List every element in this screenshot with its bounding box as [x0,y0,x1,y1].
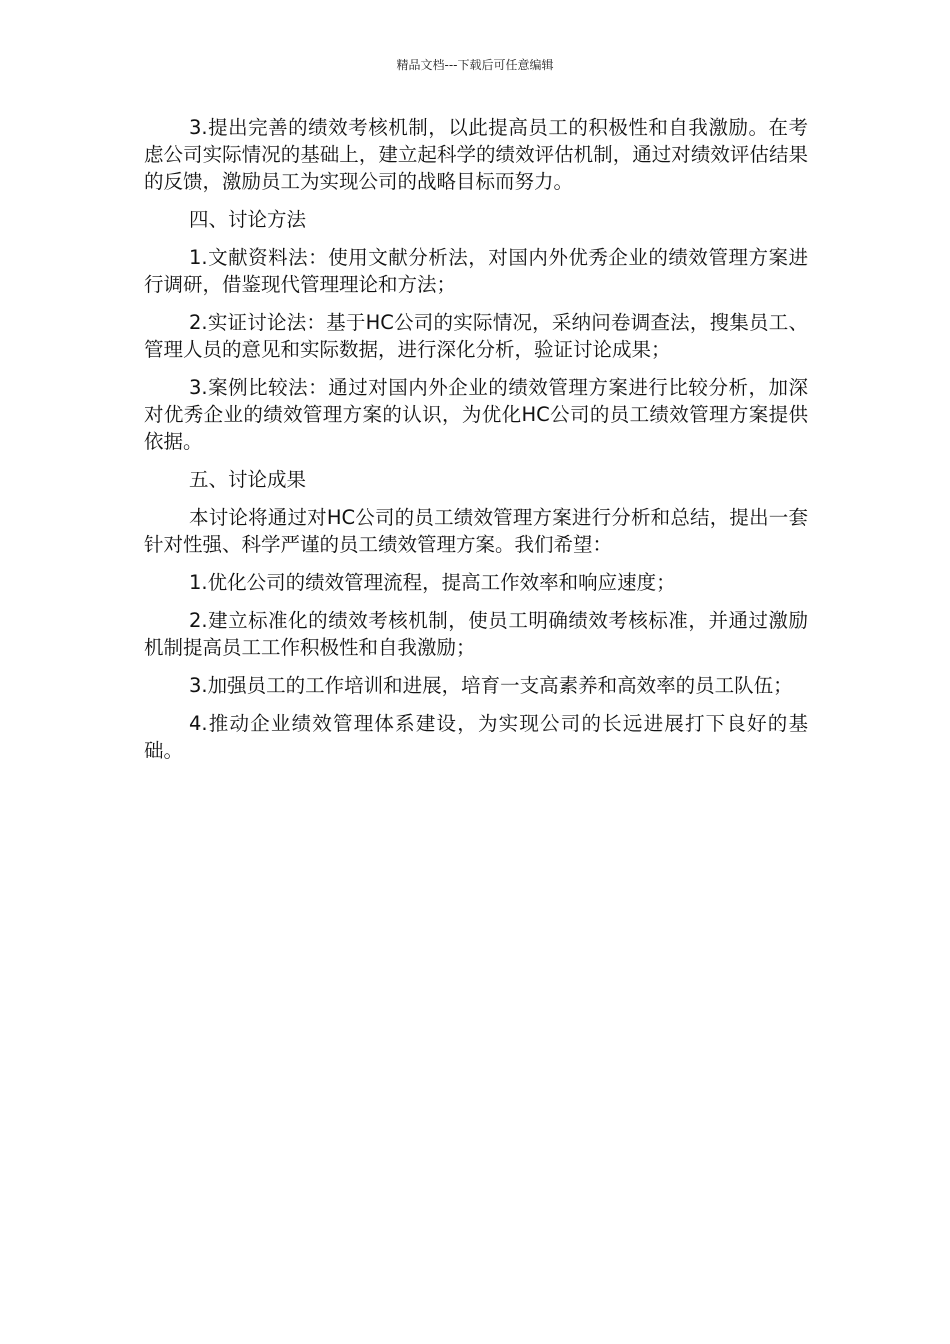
paragraph-empirical-method: 2.实证讨论法：基于HC公司的实际情况，采纳问卷调查法，搜集员工、管理人员的意见和实际数据，进行深化分析，验证讨论成果； [144,311,808,361]
paragraph-case-comparison-method: 3.案例比较法：通过对国内外企业的绩效管理方案进行比较分析，加深对优秀企业的绩效管理方案的认识，为优化HC公司的员工绩效管理方案提供依据。 [144,376,808,453]
section-heading-methods: 四、讨论方法 [189,208,307,231]
paragraph-evaluation-mechanism: 3.提出完善的绩效考核机制，以此提高员工的积极性和自我激励。在考虑公司实际情况的基础上，建立起科学的绩效评估机制，通过对绩效评估结果的反馈，激励员工为实现公司的战略目标而努力。 [144,116,808,193]
paragraph-result-3: 3.加强员工的工作培训和进展，培育一支高素养和高效率的员工队伍； [189,674,793,697]
paragraph-result-2: 2.建立标准化的绩效考核机制，使员工明确绩效考核标准，并通过激励机制提高员工工作积极性和自我激励； [144,609,808,659]
paragraph-results-intro: 本讨论将通过对HC公司的员工绩效管理方案进行分析和总结，提出一套针对性强、科学严谨的员工绩效管理方案。我们希望： [144,506,808,556]
paragraph-literature-method: 1.文献资料法：使用文献分析法，对国内外优秀企业的绩效管理方案进行调研，借鉴现代管理理论和方法； [144,246,808,296]
paragraph-result-1: 1.优化公司的绩效管理流程，提高工作效率和响应速度； [189,571,676,594]
section-heading-results: 五、讨论成果 [189,468,307,491]
document-body [144,114,808,775]
paragraph-result-4: 4.推动企业绩效管理体系建设，为实现公司的长远进展打下良好的基础。 [144,712,808,762]
page-header: 精品文档---下载后可任意编辑 [396,58,554,72]
